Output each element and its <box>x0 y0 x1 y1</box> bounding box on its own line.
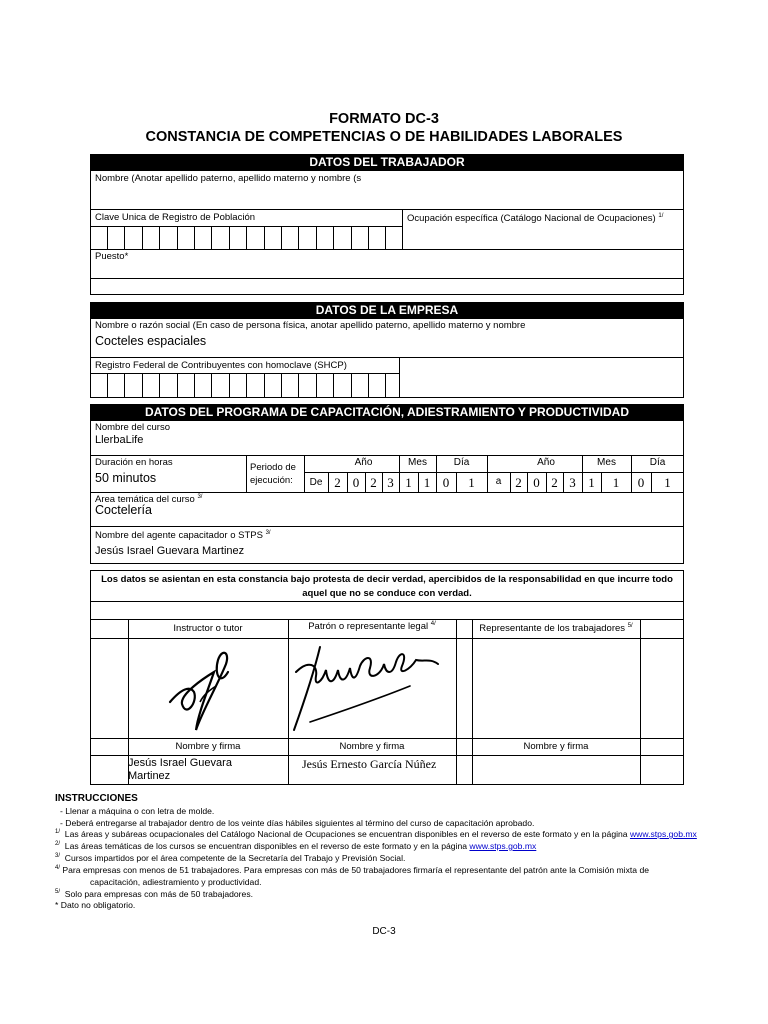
area-label: Area temática del curso $^{3/}$ <box>95 494 203 506</box>
instructor-name-line-2: Martinez <box>128 770 171 782</box>
area-value: Coctelería <box>95 503 152 517</box>
fecha-fin-digit: 3 <box>569 475 576 490</box>
patron-name: Jesús Ernesto García Núñez <box>302 757 437 771</box>
form-title: FORMATO DC-3 <box>329 111 439 127</box>
fecha-inicio-digit: 1 <box>468 475 475 490</box>
cell-divider <box>194 373 195 398</box>
fecha-fin-digit: 1 <box>664 475 671 490</box>
section-programa-header: DATOS DEL PROGRAMA DE CAPACITACIÓN, ADIESTRAMIENTO Y PRODUCTIVIDAD <box>90 404 684 420</box>
cell-divider <box>298 226 299 249</box>
cell-divider <box>351 373 352 398</box>
cell-divider <box>316 373 317 398</box>
section-trabajador-header: DATOS DEL TRABAJADOR <box>90 154 684 170</box>
cell-divider <box>124 373 125 398</box>
de-label: De <box>309 477 323 488</box>
instruccion-4: $^{2/}$ Las áreas temáticas de los cursos se encuentran disponibles en el reverso de este formato y en la página www.stps.gob.mx <box>55 841 537 851</box>
cell-divider <box>333 373 334 398</box>
cell-divider <box>368 226 369 249</box>
curp-label: Clave Unica de Registro de Población <box>95 212 256 223</box>
cell-divider <box>177 226 178 249</box>
instrucciones-title: INSTRUCCIONES <box>55 793 138 804</box>
cell-divider <box>281 373 282 398</box>
cell-divider <box>107 373 108 398</box>
header-dia-fin: Día <box>649 457 666 468</box>
cell-divider <box>264 373 265 398</box>
fecha-fin-digit: 2 <box>515 475 522 490</box>
instruccion-1: - Llenar a máquina o con letra de molde. <box>60 806 215 816</box>
section-empresa-header: DATOS DE LA EMPRESA <box>90 302 684 318</box>
cell-divider <box>229 226 230 249</box>
a-label: a <box>495 476 502 487</box>
periodo-label-1: Periodo de <box>250 462 296 473</box>
stps-link-1[interactable]: www.stps.gob.mx <box>629 829 697 839</box>
fecha-inicio-digit: 0 <box>352 475 360 490</box>
cell-divider <box>211 373 212 398</box>
header-mes-inicio: Mes <box>408 457 427 468</box>
fecha-inicio-digit: 0 <box>442 475 450 490</box>
instruccion-6b: capacitación, adiestramiento y productividad. <box>90 877 262 887</box>
instruccion-5: $^{3/}$ Cursos impartidos por el área competente de la Secretaría del Trabajo y Previsión Social. <box>55 853 406 863</box>
page-code: DC-3 <box>372 926 396 937</box>
cell-divider <box>211 226 212 249</box>
nombre-firma-patron: Nombre y firma <box>339 741 405 752</box>
fecha-inicio-digit: 3 <box>387 475 394 490</box>
cell-divider <box>246 226 247 249</box>
cell-divider <box>124 226 125 249</box>
fecha-fin-digit: 0 <box>533 475 540 490</box>
instruccion-3: $^{1/}$ Las áreas y subáreas ocupacionales del Catálogo Nacional de Ocupaciones se encuentran disponibles en el reverso de este formato y en la página www.stps.gob.mx <box>55 829 697 839</box>
cell-divider <box>246 373 247 398</box>
fecha-fin-digit: 1 <box>588 475 595 490</box>
instruccion-7: $^{5/}$ Solo para empresas con más de 50 trabajadores. <box>55 889 254 899</box>
declaracion-line-2: aquel que no se conduce con verdad. <box>302 588 472 599</box>
duracion-label: Duración en horas <box>95 457 173 468</box>
puesto-label: Puesto* <box>95 251 129 262</box>
cell-divider <box>487 455 488 472</box>
header-mes-fin: Mes <box>597 457 616 468</box>
cell-divider <box>159 373 160 398</box>
trabajador-box <box>90 170 684 295</box>
razon-social-label: Nombre o razón social (En caso de persona física, anotar apellido paterno, apellido materno y nombre <box>95 320 526 331</box>
instruccion-8: * Dato no obligatorio. <box>55 900 136 910</box>
cell-divider <box>142 373 143 398</box>
fecha-inicio-digit: 2 <box>370 475 377 490</box>
cell-divider <box>264 226 265 249</box>
cell-divider <box>298 373 299 398</box>
cell-divider <box>194 226 195 249</box>
cell-divider <box>351 226 352 249</box>
duracion-value: 50 minutos <box>95 471 157 485</box>
declaracion-line-1: Los datos se asientan en esta constancia bajo protesta de decir verdad, apercibidos de la responsabilidad en que incurre todo <box>101 574 673 585</box>
header-dia-inicio: Día <box>453 457 470 468</box>
form-subtitle: CONSTANCIA DE COMPETENCIAS O DE HABILIDADES LABORALES <box>145 129 623 145</box>
curso-value: LlerbaLife <box>95 434 144 446</box>
cell-divider <box>368 373 369 398</box>
nombre-firma-instructor: Nombre y firma <box>175 741 241 752</box>
representante-label: Representante de los trabajadores $^{5/}$ <box>479 623 633 635</box>
cell-divider <box>229 373 230 398</box>
fecha-inicio-digit: 1 <box>405 475 412 490</box>
razon-social-value: Cocteles espaciales <box>95 334 207 348</box>
instruccion-6: $^{4/}$ Para empresas con menos de 51 trabajadores. Para empresas con más de 50 trabajadores firmaría el representante del patrón ante la Comisión mixta de <box>55 865 650 875</box>
agente-value: Jesús Israel Guevara Martinez <box>95 545 245 557</box>
fecha-fin-digit: 1 <box>612 475 620 490</box>
periodo-label-2: ejecución: <box>250 475 293 486</box>
fecha-fin-digit: 2 <box>551 475 558 490</box>
header-anio-fin: Año <box>537 457 555 468</box>
cell-divider <box>107 226 108 249</box>
agente-label: Nombre del agente capacitador o STPS $^{3/}$ <box>95 530 271 542</box>
instructor-signature <box>160 642 250 734</box>
fecha-fin-digit: 0 <box>637 475 645 490</box>
instructor-name-line-1: Jesús Israel Guevara <box>128 757 232 769</box>
cell-divider <box>385 226 386 249</box>
instructor-label: Instructor o tutor <box>173 623 243 634</box>
cell-divider <box>333 226 334 249</box>
cell-divider <box>142 226 143 249</box>
cell-divider <box>385 373 386 398</box>
cell-divider <box>177 373 178 398</box>
fecha-inicio-digit: 1 <box>423 475 431 490</box>
fecha-inicio-digit: 2 <box>334 475 341 490</box>
curso-label: Nombre del curso <box>95 422 170 433</box>
rfc-label: Registro Federal de Contribuyentes con homoclave (SHCP) <box>95 360 347 371</box>
instruccion-2: - Deberá entregarse al trabajador dentro de los veinte días hábiles siguientes al término del curso de capacitación aprobado. <box>60 818 535 828</box>
patron-label: Patrón o representante legal $^{4/}$ <box>308 621 436 633</box>
stps-link-2[interactable]: www.stps.gob.mx <box>469 841 537 851</box>
nombre-firma-representante: Nombre y firma <box>523 741 589 752</box>
cell-divider <box>281 226 282 249</box>
patron-signature <box>290 642 455 737</box>
nombre-label: Nombre (Anotar apellido paterno, apellido materno y nombre (s <box>95 173 362 184</box>
ocupacion-label: Ocupación específica (Catálogo Nacional de Ocupaciones) $^{1/}$ <box>407 213 664 225</box>
cell-divider <box>159 226 160 249</box>
cell-divider <box>316 226 317 249</box>
header-anio-inicio: Año <box>354 457 373 468</box>
